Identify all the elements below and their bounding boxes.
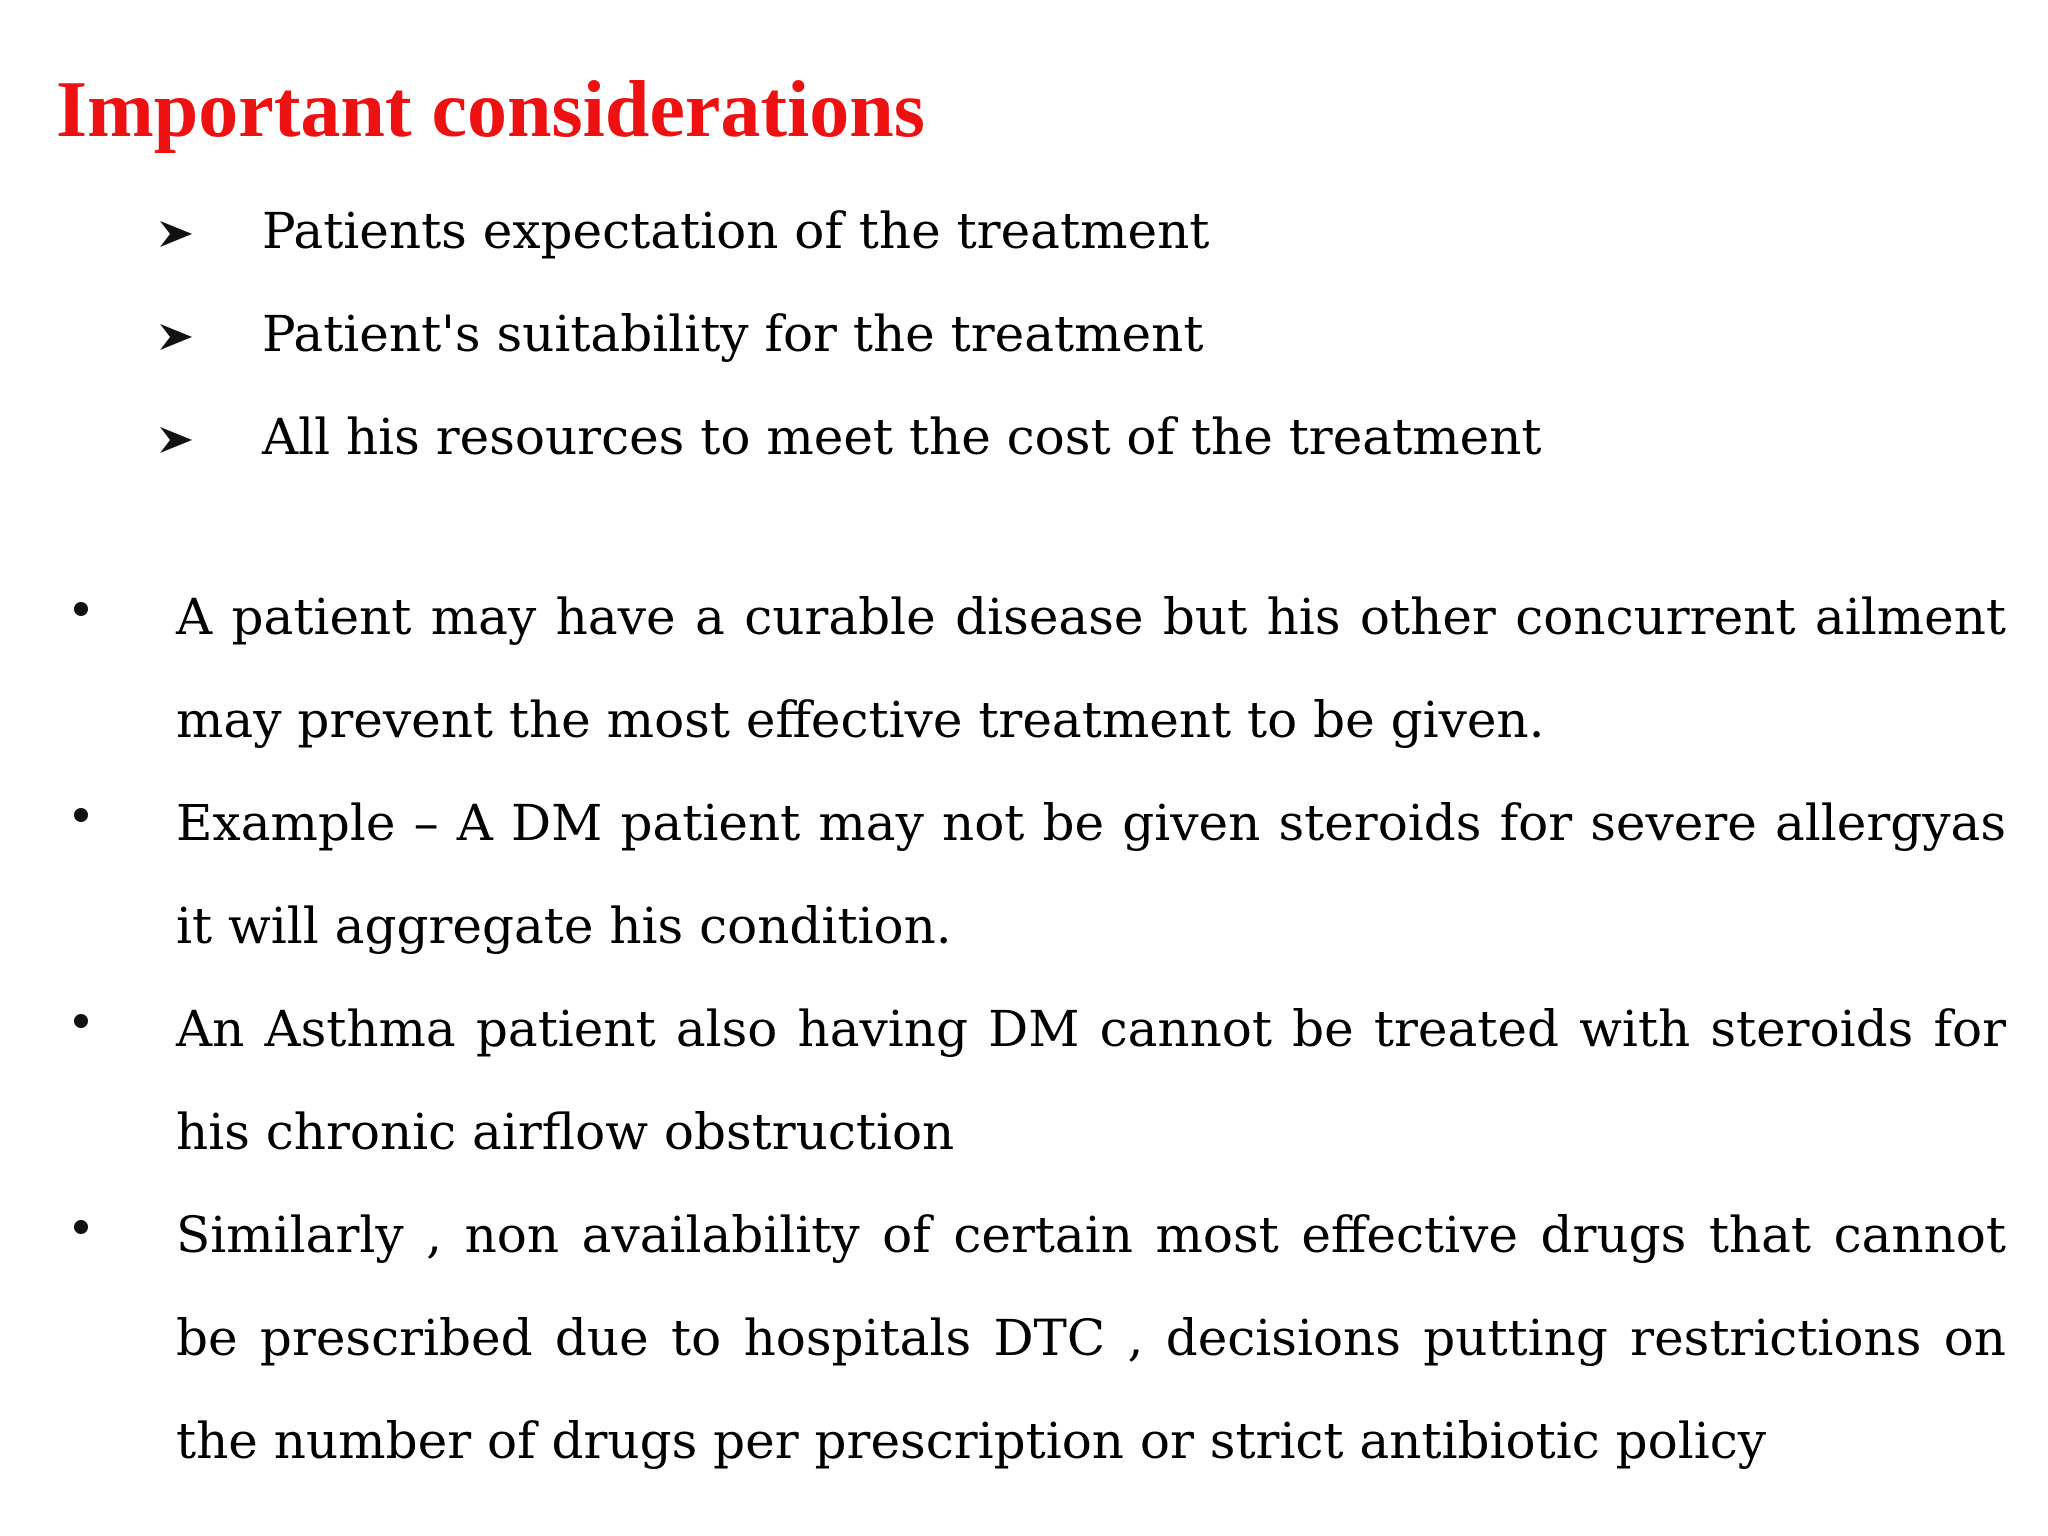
arrow-point-text: All his resources to meet the cost of the treatment	[262, 408, 1542, 466]
bullet-point-text: An Asthma patient also having DM cannot be treated with steroids for his chronic airflow obstruction	[176, 1000, 2006, 1161]
bullet-point-item	[66, 772, 2006, 978]
arrow-point-item	[158, 299, 1858, 402]
bullet-point-text: Example – A DM patient may not be given steroids for severe allergyas it will aggregate his condition.	[176, 794, 2006, 955]
bullet-point-list	[66, 566, 2006, 1493]
slide-title: Important considerations	[56, 66, 925, 154]
arrow-bullet-icon	[158, 322, 194, 352]
round-bullet-icon	[74, 1014, 88, 1028]
arrow-point-text: Patients expectation of the treatment	[262, 202, 1210, 260]
bullet-point-text: A patient may have a curable disease but his other concurrent ailment may prevent the most effective treatment to be given.	[176, 588, 2006, 749]
arrow-point-text: Patient's suitability for the treatment	[262, 305, 1204, 363]
round-bullet-icon	[74, 1220, 88, 1234]
bullet-point-item	[66, 978, 2006, 1184]
arrow-point-list	[158, 196, 1858, 505]
bullet-point-item	[66, 1184, 2006, 1493]
bullet-point-item	[66, 566, 2006, 772]
arrow-bullet-icon	[158, 219, 194, 249]
arrow-point-item	[158, 402, 1858, 505]
arrow-bullet-icon	[158, 425, 194, 455]
arrow-point-item	[158, 196, 1858, 299]
bullet-point-text: Similarly , non availability of certain most effective drugs that cannot be prescribed due to hospitals DTC , decisions putting restrictions on the number of drugs per prescription or strict antibiotic policy	[176, 1206, 2006, 1470]
round-bullet-icon	[74, 602, 88, 616]
round-bullet-icon	[74, 808, 88, 822]
